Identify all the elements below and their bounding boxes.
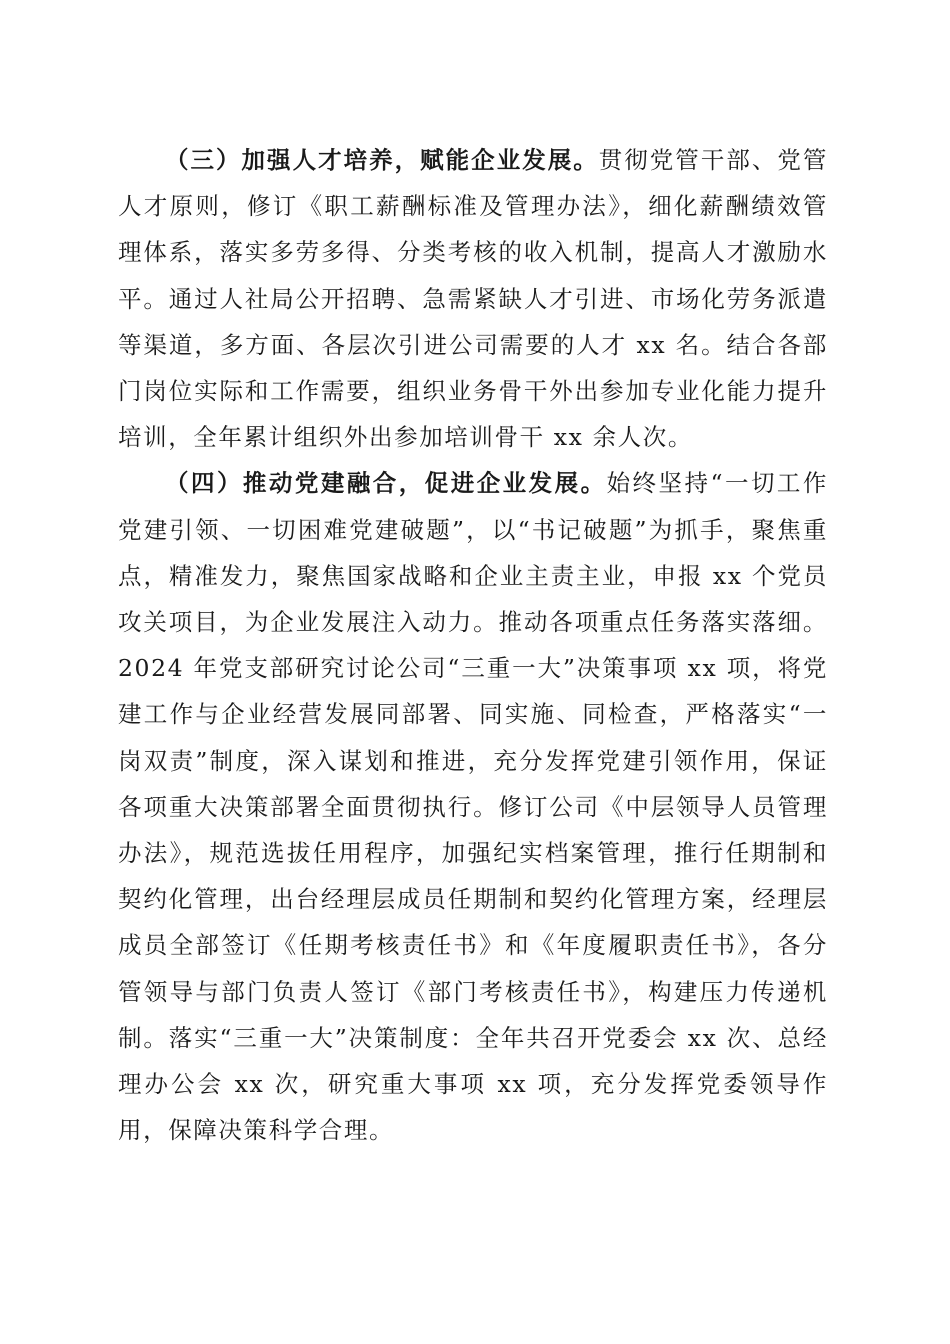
paragraph-party-building: [118, 460, 828, 1153]
paragraph-body: 贯彻党管干部、党管人才原则，修订《职工薪酬标准及管理办法》，细化薪酬绩效管理体系，落实多劳多得、分类考核的收入机制，提高人才激励水平。通过人社局公开招聘、急需紧缺人才引进、市场化劳务派遣等渠道，多方面、各层次引进公司需要的人才 xx 名。结合各部门岗位实际和工作需要，组织业务骨干外出参加专业化能力提升培训，全年累计组织外出参加培训骨干 xx 余人次。: [118, 146, 828, 452]
paragraph-talent-training: [118, 137, 828, 460]
paragraph-body: 始终坚持“一切工作党建引领、一切困难党建破题”，以“书记破题”为抓手，聚焦重点，精准发力，聚焦国家战略和企业主责主业，申报 xx 个党员攻关项目，为企业发展注入动力。推动各项重点任务落实落细。2024 年党支部研究讨论公司“三重一大”决策事项 xx 项，将党建工作与企业经营发展同部署、同实施、同检查，严格落实“一岗双责”制度，深入谋划和推进，充分发挥党建引领作用，保证各项重大决策部署全面贯彻执行。修订公司《中层领导人员管理办法》，规范选拔任用程序，加强纪实档案管理，推行任期制和契约化管理，出台经理层成员任期制和契约化管理方案，经理层成员全部签订《任期考核责任书》和《年度履职责任书》，各分管领导与部门负责人签订《部门考核责任书》，构建压力传递机制。落实“三重一大”决策制度：全年共召开党委会 xx 次、总经理办公会 xx 次，研究重大事项 xx 项，充分发挥党委领导作用，保障决策科学合理。: [118, 469, 828, 1145]
document-page: [118, 137, 828, 1153]
paragraph-heading: （四）推动党建融合，促进企业发展。: [165, 469, 607, 498]
paragraph-heading: （三）加强人才培养，赋能企业发展。: [165, 146, 599, 174]
